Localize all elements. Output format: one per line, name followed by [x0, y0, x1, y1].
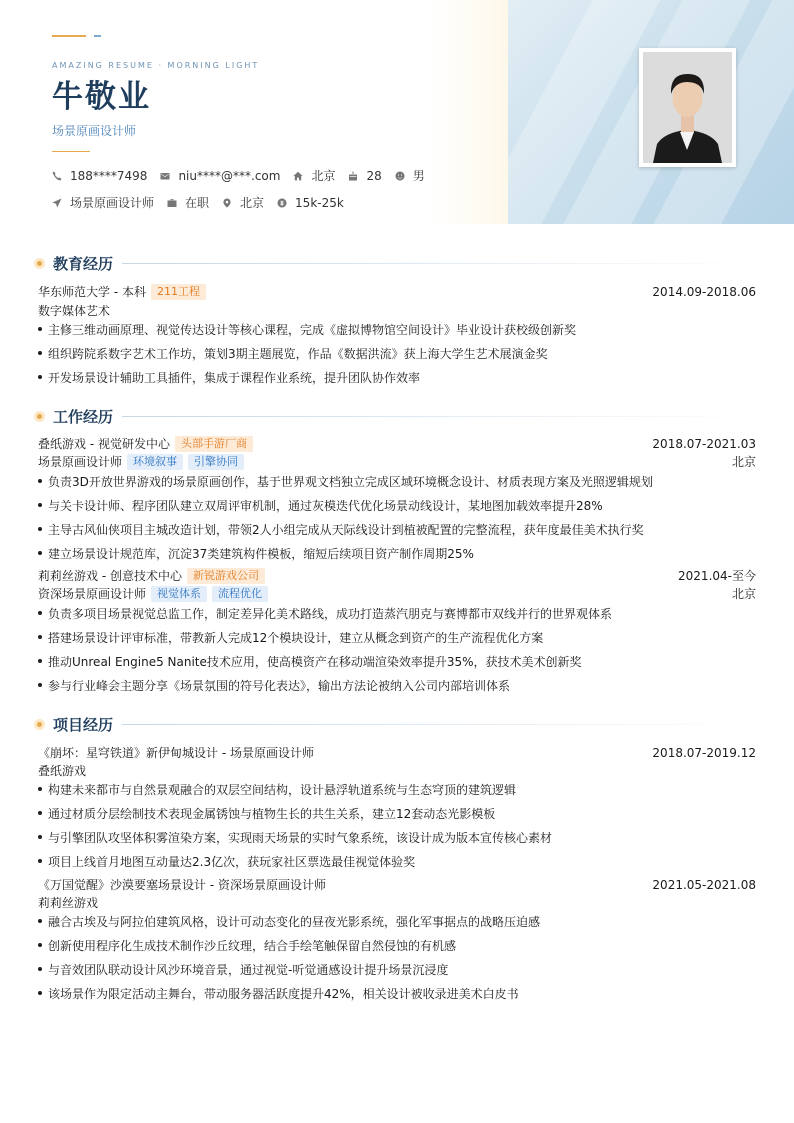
section-dot-icon: [34, 411, 45, 422]
contact-gender: [395, 167, 425, 184]
job-text: 在职: [185, 196, 210, 210]
education-school-row: [38, 282, 756, 301]
job-bullet: 搭建场景设计评审标准，带教新人完成12个模块设计，建立从概念到资产的生产流程优化方案: [38, 627, 778, 647]
education-bullet: 主修三维动画原理、视觉传达设计等核心课程，完成《虚拟博物馆空间设计》毕业设计获校级创新奖: [38, 319, 778, 339]
section-title: 工作经历: [53, 407, 114, 426]
job-bullet: 建立场景设计规范库，沉淀37类建筑构件模板，缩短后续项目资产制作周期25%: [38, 543, 778, 563]
skill-tag: 环境叙事: [127, 454, 183, 470]
job-bullet: 负责多项目场景视觉总监工作，制定差异化美术路线，成功打造蒸汽朋克与赛博都市双线并行的世界观体系: [38, 603, 778, 623]
project-title-row: [38, 743, 756, 762]
header-accent-line: [52, 35, 86, 37]
contact-text: 男: [412, 169, 425, 183]
job-status: [167, 194, 209, 211]
project-name: 《万国觉醒》沙漠要塞场景设计 - 资深场景原画设计师: [38, 878, 326, 892]
profile-photo: [639, 48, 736, 167]
contact-text: 北京: [311, 169, 336, 183]
contact-row: [52, 167, 438, 184]
contact-email: [160, 169, 280, 183]
job-text: 15k-25k: [295, 195, 344, 210]
job-company-row: [38, 566, 756, 585]
job-title: 场景原画设计师: [38, 455, 123, 469]
project-bullet: 该场景作为限定活动主舞台，带动服务器活跃度提升42%，相关设计被收录进美术白皮书: [38, 983, 778, 1003]
section-work-header: [34, 404, 794, 428]
job-text: 北京: [240, 196, 265, 210]
project-bullet: 项目上线首月地图互动量达2.3亿次，获玩家社区票选最佳视觉体验奖: [38, 851, 778, 871]
project-bullet: 构建未来都市与自然景观融合的双层空间结构，设计悬浮轨道系统与生态穹顶的建筑逻辑: [38, 779, 778, 799]
education-bullet: 开发场景设计辅助工具插件，集成于课程作业系统，提升团队协作效率: [38, 367, 778, 387]
tagline: AMAZING RESUME · MORNING LIGHT: [52, 61, 260, 70]
portrait-image: [643, 52, 732, 163]
project-bullet: 与引擎团队攻坚体积雾渲染方案，实现雨天场景的实时气象系统，该设计成为版本宣传核心素材: [38, 827, 778, 847]
project-bullet: 融合古埃及与阿拉伯建筑风格，设计可动态变化的昼夜光影系统，强化军事据点的战略压迫感: [38, 911, 778, 931]
money-icon: [277, 198, 287, 208]
contact-text: 188****7498: [70, 168, 148, 183]
job-location: 北京: [731, 455, 756, 469]
company-badge: 新锐游戏公司: [187, 568, 265, 584]
company-badge: 头部手游厂商: [175, 436, 253, 452]
company-name: 叠纸游戏 - 视觉研发中心: [38, 437, 170, 451]
cake-icon: [348, 171, 358, 181]
contact-city: [293, 167, 335, 184]
section-divider: [122, 724, 760, 725]
job-bullet: 参与行业峰会主题分享《场景氛围的符号化表达》，输出方法论被纳入公司内部培训体系: [38, 675, 778, 695]
project-company: 莉莉丝游戏: [38, 896, 99, 910]
section-title: 项目经历: [53, 715, 114, 734]
contact-text: 28: [366, 168, 382, 183]
candidate-role: 场景原画设计师: [52, 124, 137, 138]
project-bullet: 创新使用程序化生成技术制作沙丘纹理，结合手绘笔触保留自然侵蚀的有机感: [38, 935, 778, 955]
project-name: 《崩坏：星穹铁道》新伊甸城设计 - 场景原画设计师: [38, 746, 314, 760]
project-company: 叠纸游戏: [38, 764, 87, 778]
project-title-row: [38, 875, 756, 894]
role-underline: [52, 151, 90, 152]
job-bullet: 主导古风仙侠项目主城改造计划，带领2人小组完成从天际线设计到植被配置的完整流程，获年度最佳美术执行奖: [38, 519, 778, 539]
mail-icon: [160, 171, 170, 181]
major: 数字媒体艺术: [38, 304, 111, 318]
section-dot-icon: [34, 719, 45, 730]
section-dot-icon: [34, 258, 45, 269]
section-projects-header: [34, 712, 794, 736]
section-divider: [122, 263, 760, 264]
job-position-row: [38, 584, 756, 603]
project-date: 2021.05-2021.08: [652, 877, 756, 892]
job-text: 场景原画设计师: [70, 196, 155, 210]
job-bullet: 与关卡设计师、程序团队建立双周评审机制，通过灰模迭代优化场景动线设计，某地图加载效率提升28%: [38, 495, 778, 515]
job-bullet: 负责3D开放世界游戏的场景原画创作，基于世界观文档独立完成区域环境概念设计、材质表现方案及光照逻辑规划: [38, 471, 778, 491]
job-date: 2021.04-至今: [678, 569, 756, 583]
job-city: [222, 194, 264, 211]
job-salary: [277, 196, 344, 210]
job-bullet: 推动Unreal Engine5 Nanite技术应用，使高模资产在移动端渲染效率提升35%，获技术美术创新奖: [38, 651, 778, 671]
school-name: 华东师范大学 - 本科: [38, 285, 146, 299]
job-location: 北京: [731, 587, 756, 601]
project-bullet: 通过材质分层绘制技术表现金属锈蚀与植物生长的共生关系，建立12套动态光影模板: [38, 803, 778, 823]
send-icon: [52, 198, 62, 208]
job-intent-row: [52, 194, 357, 211]
briefcase-icon: [167, 198, 177, 208]
contact-text: niu****@***.com: [178, 168, 281, 183]
project-company-row: [38, 761, 756, 780]
education-date: 2014.09-2018.06: [652, 284, 756, 299]
contact-age: [348, 169, 381, 183]
contact-phone: [52, 169, 147, 183]
skill-tag: 视觉体系: [151, 586, 207, 602]
job-position: [52, 194, 154, 211]
phone-icon: [52, 171, 62, 181]
section-education-header: [34, 251, 794, 275]
project-date: 2018.07-2019.12: [652, 745, 756, 760]
location-pin-icon: [222, 198, 232, 208]
smiley-icon: [395, 171, 405, 181]
section-title: 教育经历: [53, 254, 114, 273]
education-bullet: 组织跨院系数字艺术工作坊，策划3期主题展览，作品《数据洪流》获上海大学生艺术展演金奖: [38, 343, 778, 363]
education-major-row: [38, 301, 756, 320]
company-name: 莉莉丝游戏 - 创意技术中心: [38, 569, 182, 583]
school-badge: 211工程: [151, 284, 206, 300]
job-position-row: [38, 452, 756, 471]
candidate-name: 牛敬业: [52, 79, 151, 115]
project-bullet: 与音效团队联动设计风沙环境音景，通过视觉-听觉通感设计提升场景沉浸度: [38, 959, 778, 979]
job-title: 资深场景原画设计师: [38, 587, 147, 601]
project-company-row: [38, 893, 756, 912]
skill-tag: 引擎协同: [188, 454, 244, 470]
section-divider: [122, 416, 760, 417]
home-icon: [293, 171, 303, 181]
job-company-row: [38, 434, 756, 453]
skill-tag: 流程优化: [212, 586, 268, 602]
job-date: 2018.07-2021.03: [652, 436, 756, 451]
header-accent-dash: [94, 35, 101, 37]
